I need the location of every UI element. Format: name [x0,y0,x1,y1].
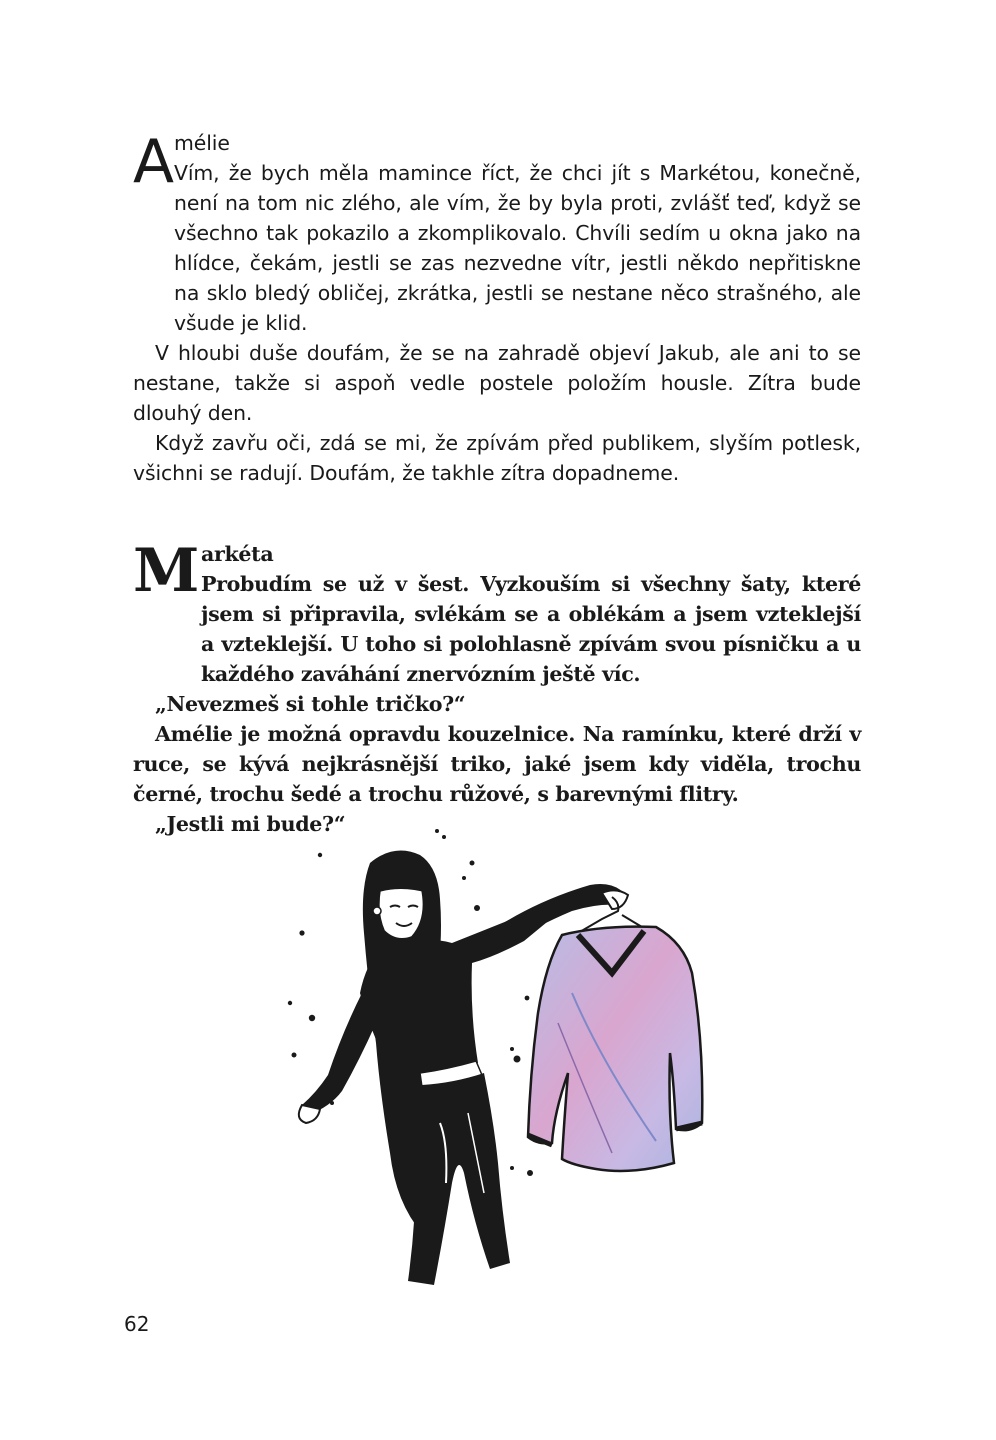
illustration-svg [272,823,722,1303]
marketa-paragraph-1: Probudím se už v šest. Vyzkouším si všechny šaty, které jsem si připravila, svlékám se a oblékám a jsem vzteklejší a vzteklejší. U toho si polohlasně zpívám svou písničku a u každého zaváhání znervózním ještě víc. [201,572,861,686]
marketa-name: arkéta [201,542,274,566]
amelie-dropcap: A [133,127,174,197]
amelie-section [133,128,861,488]
amelie-paragraph-3: Když zavřu oči, zdá se mi, že zpívám před publikem, slyším potlesk, všichni se radují. Doufám, že takhle zítra dopadneme. [133,431,861,485]
marketa-dropcap: M [133,536,200,606]
marketa-paragraph-2: „Nevezmeš si tohle tričko?“ [155,692,466,716]
marketa-header [133,536,861,606]
girl-holding-sweater-illustration [272,823,722,1303]
amelie-name: mélie [174,131,230,155]
marketa-paragraph-3: Amélie je možná opravdu kouzelnice. Na ramínku, které drží v ruce, se kývá nejkrásnější triko, jaké jsem kdy viděla, trochu černé, trochu šedé a trochu růžové, s barevnými flitry. [133,722,861,806]
marketa-section [133,536,861,839]
amelie-header [133,127,861,197]
amelie-paragraph-2: V hloubi duše doufám, že se na zahradě objeví Jakub, ale ani to se nestane, takže si aspoň vedle postele položím housle. Zítra bude dlouhý den. [133,341,861,425]
page-number: 62 [124,1312,150,1336]
marketa-paragraph-4: „Jestli mi bude?“ [155,812,346,836]
amelie-paragraph-1: Vím, že bych měla mamince říct, že chci jít s Markétou, konečně, není na tom nic zlého, ale vím, že by byla proti, zvlášť teď, když se všechno tak pokazilo a zkomplikovalo. Chvíli sedím u okna jako na hlídce, čekám, jestli se zas nezvedne vítr, jestli někdo nepřitiskne na sklo bledý obličej, zkrátka, jestli se nestane něco strašného, ale všude je klid. [174,161,861,335]
